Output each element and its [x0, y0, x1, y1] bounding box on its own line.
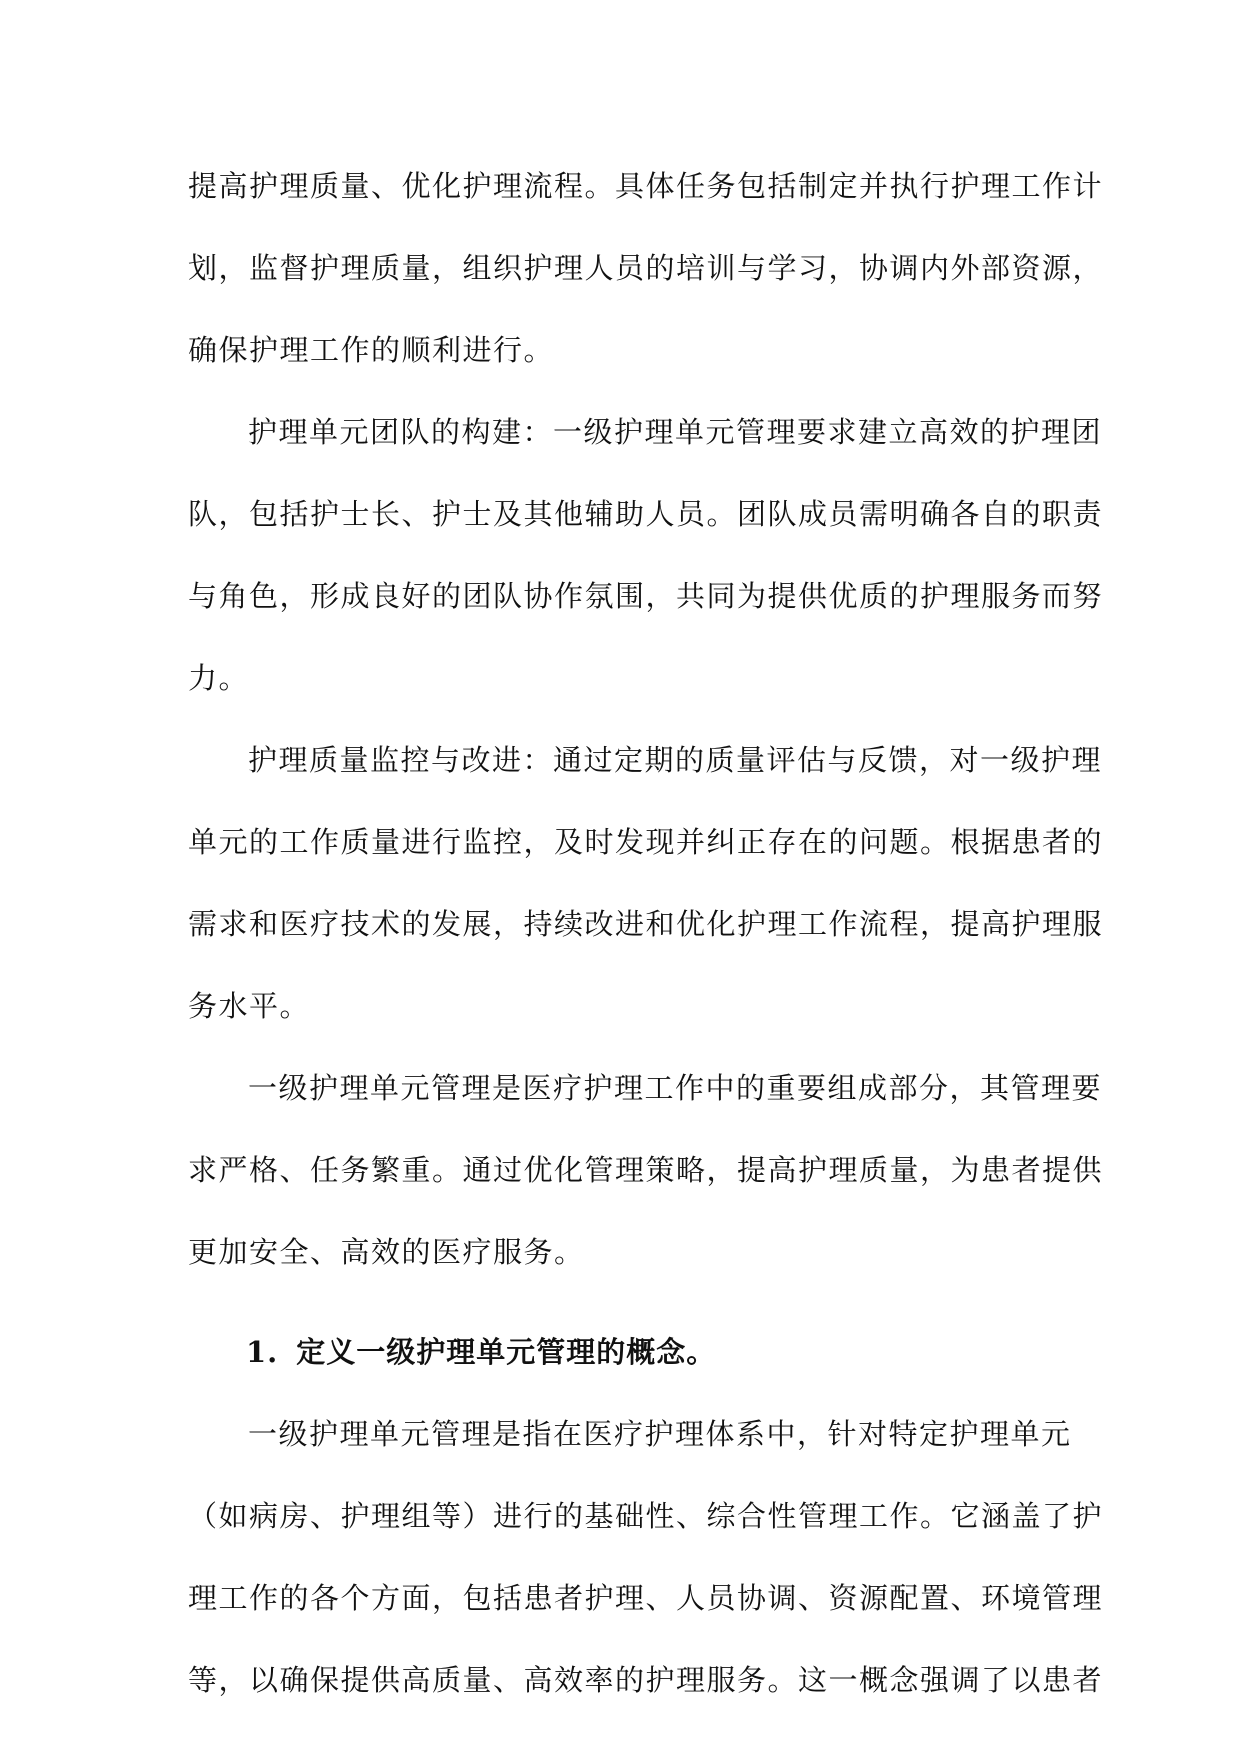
text-line: 划，监督护理质量，组织护理人员的培训与学习，协调内外部资源，	[188, 251, 1104, 285]
paragraph-quality-monitoring	[188, 719, 1104, 1047]
heading-number: 1.	[246, 1335, 279, 1369]
text-line: 护理质量监控与改进：通过定期的质量评估与反馈，对一级护理	[248, 743, 1103, 777]
text-line: 力。	[188, 661, 250, 695]
text-line: 提高护理质量、优化护理流程。具体任务包括制定并执行护理工作计	[188, 169, 1104, 203]
text-line: 务水平。	[188, 989, 311, 1023]
text-line: 确保护理工作的顺利进行。	[188, 333, 555, 367]
text-line: 护理单元团队的构建：一级护理单元管理要求建立高效的护理团	[248, 415, 1103, 449]
paragraph-definition	[188, 1393, 1104, 1721]
text-line: （如病房、护理组等）进行的基础性、综合性管理工作。它涵盖了护	[188, 1499, 1104, 1533]
section-heading	[188, 1311, 1058, 1393]
text-line: 一级护理单元管理是医疗护理工作中的重要组成部分，其管理要	[248, 1071, 1103, 1105]
text-line: 更加安全、高效的医疗服务。	[188, 1235, 585, 1269]
text-line: 求严格、任务繁重。通过优化管理策略，提高护理质量，为患者提供	[188, 1153, 1104, 1187]
text-line: 需求和医疗技术的发展，持续改进和优化护理工作流程，提高护理服	[188, 907, 1104, 941]
heading-text: 定义一级护理单元管理的概念。	[296, 1335, 717, 1369]
text-line: 等，以确保提供高质量、高效率的护理服务。这一概念强调了以患者	[188, 1663, 1104, 1697]
text-line: 单元的工作质量进行监控，及时发现并纠正存在的问题。根据患者的	[188, 825, 1104, 859]
paragraph-task-continuation	[188, 145, 1104, 391]
paragraph-team-building	[188, 391, 1104, 719]
paragraph-summary	[188, 1047, 1104, 1293]
text-line: 队，包括护士长、护士及其他辅助人员。团队成员需明确各自的职责	[188, 497, 1104, 531]
document-body	[188, 145, 1104, 1721]
text-line: 与角色，形成良好的团队协作氛围，共同为提供优质的护理服务而努	[188, 579, 1104, 613]
text-line: 理工作的各个方面，包括患者护理、人员协调、资源配置、环境管理	[188, 1581, 1104, 1615]
text-line: 一级护理单元管理是指在医疗护理体系中，针对特定护理单元	[248, 1417, 1072, 1451]
